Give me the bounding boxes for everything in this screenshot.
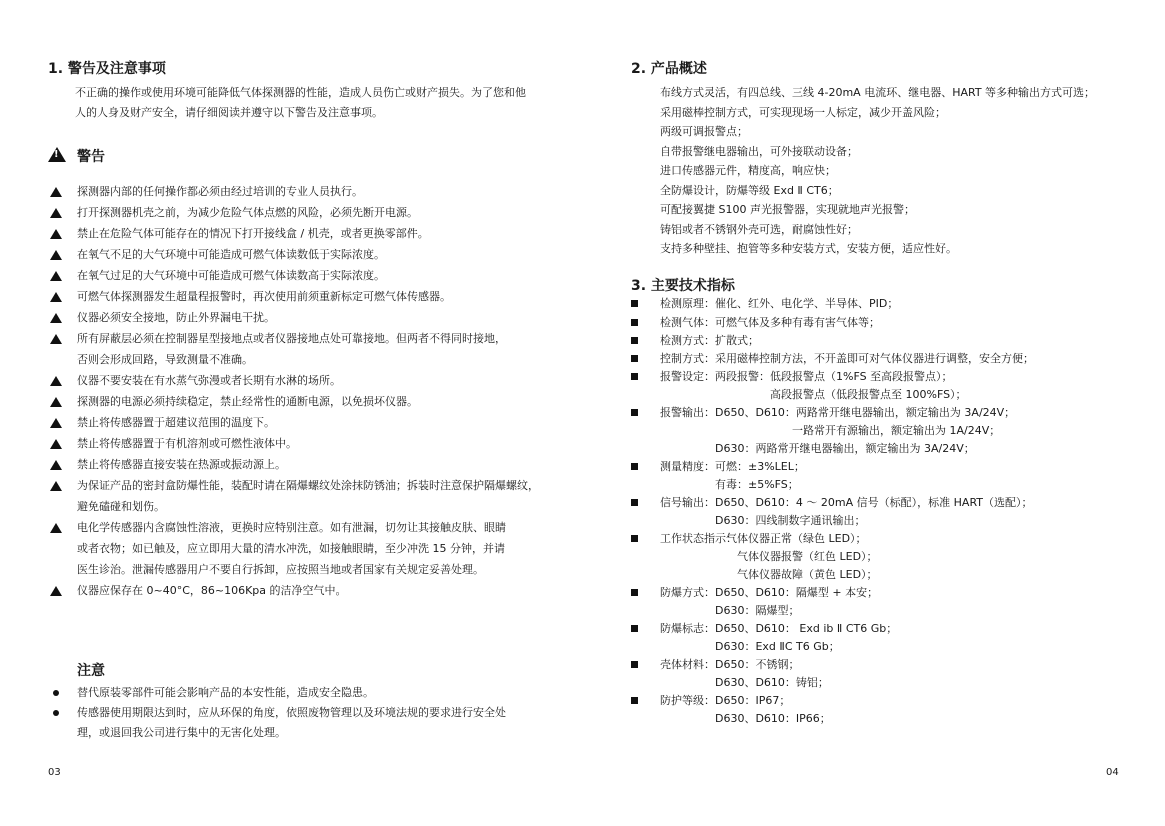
warning-bullet-icon (50, 271, 62, 281)
bullet-square-icon (631, 300, 638, 307)
warning-text: 禁止将传感器置于超建议范围的温度下。 (77, 416, 275, 429)
warning-bullet-icon (50, 460, 62, 470)
warning-bullet-icon (50, 229, 62, 239)
bullet-square-icon (631, 319, 638, 326)
bullet-square-icon (631, 589, 638, 596)
overview-item: 支持多种壁挂、抱管等多种安装方式，安装方便，适应性好。 (660, 242, 957, 255)
spec-label: 壳体材料： (660, 658, 715, 671)
spec-value: D630：隔爆型； (715, 604, 800, 617)
warning-text: 禁止在危险气体可能存在的情况下打开接线盒 / 机壳，或者更换零部件。 (77, 227, 429, 240)
page-number-right: 04 (1106, 767, 1119, 778)
bullet-dot-icon (53, 690, 59, 696)
spec-value: 气体仪器报警（红色 LED）； (737, 550, 878, 563)
overview-item: 铸铝或者不锈钢外壳可选，耐腐蚀性好； (660, 223, 858, 236)
notice-heading: 注意 (77, 663, 105, 679)
warning-bullet-icon (50, 250, 62, 260)
spec-label: 检测方式： (660, 334, 715, 347)
spec-value: D650、D610：隔爆型 + 本安； (715, 586, 879, 599)
warning-text: 禁止将传感器直接安装在热源或振动源上。 (77, 458, 286, 471)
warning-bullet-icon (50, 397, 62, 407)
overview-item: 两级可调报警点； (660, 125, 748, 138)
spec-value: D630：四线制数字通讯输出； (715, 514, 866, 527)
spec-label: 测量精度： (660, 460, 715, 473)
page-number-left: 03 (48, 767, 61, 778)
warning-bullet-icon (50, 376, 62, 386)
bullet-square-icon (631, 697, 638, 704)
warning-bullet-icon (50, 334, 62, 344)
warning-text: 可燃气体探测器发生超量程报警时，再次使用前须重新标定可燃气体传感器。 (77, 290, 451, 303)
bullet-square-icon (631, 535, 638, 542)
spec-label: 防护等级： (660, 694, 715, 707)
spec-label: 检测原理： (660, 297, 715, 310)
overview-item: 可配接翼捷 S100 声光报警器，实现就地声光报警； (660, 203, 915, 216)
section1-title: 1. 警告及注意事项 (48, 61, 166, 77)
spec-value: D650、D610：4 ～ 20mA 信号（标配），标准 HART（选配）； (715, 496, 1033, 509)
warning-bullet-icon (50, 481, 62, 491)
spec-value: 扩散式； (715, 334, 759, 347)
spec-value: 两段报警：低段报警点（1%FS 至高段报警点）； (715, 370, 953, 383)
warning-text: 电化学传感器内含腐蚀性溶液，更换时应特别注意。如有泄漏，切勿让其接触皮肤、眼睛 (77, 521, 506, 534)
bullet-square-icon (631, 625, 638, 632)
spec-value: D630、D610：IP66； (715, 712, 831, 725)
bullet-square-icon (631, 373, 638, 380)
warning-bullet-icon (50, 208, 62, 218)
overview-item: 全防爆设计，防爆等级 Exd Ⅱ CT6； (660, 184, 839, 197)
spec-label: 信号输出： (660, 496, 715, 509)
spec-label: 工作状态指示： (660, 532, 737, 545)
warning-text: 仪器不要安装在有水蒸气弥漫或者长期有水淋的场所。 (77, 374, 341, 387)
spec-value: 一路常开有源输出，额定输出为 1A/24V； (792, 424, 1001, 437)
spec-value: 可燃气体及多种有毒有害气体等； (715, 316, 880, 329)
bullet-square-icon (631, 499, 638, 506)
warning-text: 否则会形成回路，导致测量不准确。 (77, 353, 253, 366)
spec-value: D650：不锈钢； (715, 658, 800, 671)
overview-item: 布线方式灵活，有四总线、三线 4-20mA 电流环、继电器、HART 等多种输出方式可选； (660, 86, 1096, 99)
warning-text: 避免磕碰和划伤。 (77, 500, 165, 513)
warning-text: 打开探测器机壳之前，为减少危险气体点燃的风险，必须先断开电源。 (77, 206, 418, 219)
section2-title: 2. 产品概述 (631, 61, 707, 77)
spec-label: 检测气体： (660, 316, 715, 329)
bullet-square-icon (631, 355, 638, 362)
notice-text: 传感器使用期限达到时，应从环保的角度，依照废物管理以及环境法规的要求进行安全处 (77, 706, 506, 719)
spec-value: 可燃：±3%LEL； (715, 460, 805, 473)
spec-value: D630、D610：铸铝； (715, 676, 829, 689)
intro-line-1: 不正确的操作或使用环境可能降低气体探测器的性能，造成人员伤亡或财产损失。为了您和他 (75, 86, 526, 99)
bullet-dot-icon (53, 710, 59, 716)
spec-value: 气体仪器故障（黄色 LED）； (737, 568, 878, 581)
spec-value: 采用磁棒控制方法，不开盖即可对气体仪器进行调整，安全方便； (715, 352, 1034, 365)
warning-bullet-icon (50, 187, 62, 197)
warning-text: 医生诊治。泄漏传感器用户不要自行拆卸，应按照当地或者国家有关规定妥善处理。 (77, 563, 484, 576)
warning-icon (48, 147, 66, 162)
warning-heading: 警告 (77, 149, 105, 165)
bullet-square-icon (631, 409, 638, 416)
notice-text: 替代原装零部件可能会影响产品的本安性能，造成安全隐患。 (77, 686, 374, 699)
warning-text: 所有屏蔽层必须在控制器星型接地点或者仪器接地点处可靠接地。但两者不得同时接地， (77, 332, 506, 345)
spec-value: D650：IP67； (715, 694, 791, 707)
spec-value: 有毒：±5%FS； (715, 478, 799, 491)
overview-item: 自带报警继电器输出，可外接联动设备； (660, 145, 858, 158)
warning-text: 探测器内部的任何操作都必须由经过培训的专业人员执行。 (77, 185, 363, 198)
spec-value: D650、D610：两路常开继电器输出，额定输出为 3A/24V； (715, 406, 1016, 419)
warning-bullet-icon (50, 418, 62, 428)
warning-text: 为保证产品的密封盒防爆性能，装配时请在隔爆螺纹处涂抹防锈油；拆装时注意保护隔爆螺纹， (77, 479, 539, 492)
notice-text: 理，或退回我公司进行集中的无害化处理。 (77, 726, 286, 739)
warning-bullet-icon (50, 292, 62, 302)
spec-label: 防爆方式： (660, 586, 715, 599)
warning-text: 在氧气过足的大气环境中可能造成可燃气体读数高于实际浓度。 (77, 269, 385, 282)
spec-value: 高段报警点（低段报警点至 100%FS）； (770, 388, 967, 401)
overview-item: 进口传感器元件，精度高，响应快； (660, 164, 836, 177)
warning-bullet-icon (50, 439, 62, 449)
spec-label: 报警设定： (660, 370, 715, 383)
warning-text: 仪器应保存在 0~40°C，86~106Kpa 的洁净空气中。 (77, 584, 347, 597)
spec-value: 催化、红外、电化学、半导体、PID； (715, 297, 899, 310)
spec-value: D630：两路常开继电器输出，额定输出为 3A/24V； (715, 442, 975, 455)
spec-label: 报警输出： (660, 406, 715, 419)
warning-text: 探测器的电源必须持续稳定，禁止经常性的通断电源，以免损坏仪器。 (77, 395, 418, 408)
warning-text: 仪器必须安全接地，防止外界漏电干扰。 (77, 311, 275, 324)
spec-value: D630：Exd ⅡC T6 Gb； (715, 640, 840, 653)
bullet-square-icon (631, 337, 638, 344)
bullet-square-icon (631, 661, 638, 668)
warning-text: 禁止将传感器置于有机溶剂或可燃性液体中。 (77, 437, 297, 450)
spec-value: D650、D610： Exd ib Ⅱ CT6 Gb； (715, 622, 898, 635)
spec-value: 气体仪器正常（绿色 LED）； (726, 532, 867, 545)
warning-bullet-icon (50, 313, 62, 323)
warning-bullet-icon (50, 523, 62, 533)
section3-title: 3. 主要技术指标 (631, 278, 735, 294)
spec-label: 控制方式： (660, 352, 715, 365)
bullet-square-icon (631, 463, 638, 470)
overview-item: 采用磁棒控制方式，可实现现场一人标定，减少开盖风险； (660, 106, 946, 119)
warning-text: 或者衣物；如已触及，应立即用大量的清水冲洗，如接触眼睛，至少冲洗 15 分钟，并请 (77, 542, 505, 555)
intro-line-2: 人的人身及财产安全，请仔细阅读并遵守以下警告及注意事项。 (75, 106, 383, 119)
spec-label: 防爆标志： (660, 622, 715, 635)
warning-text: 在氧气不足的大气环境中可能造成可燃气体读数低于实际浓度。 (77, 248, 385, 261)
warning-bullet-icon (50, 586, 62, 596)
